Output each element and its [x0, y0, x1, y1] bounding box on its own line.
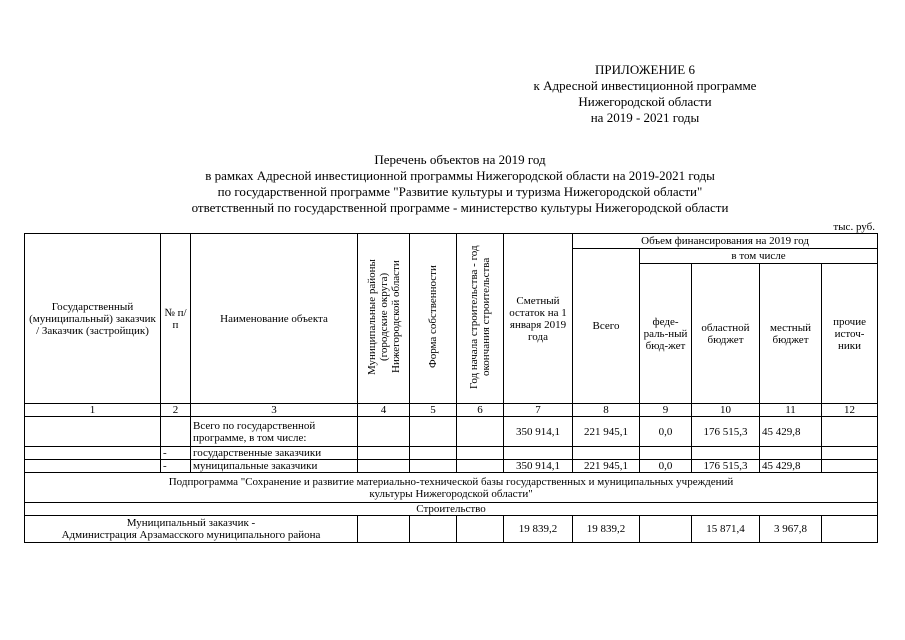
table-row-total — [25, 417, 878, 447]
construction-section-title: Строительство — [25, 503, 878, 516]
header-including: в том числе — [640, 249, 878, 264]
row-state-num: - — [161, 447, 191, 460]
appendix-heading — [470, 62, 820, 126]
row-total-federal: 0,0 — [640, 417, 692, 447]
header-other: прочие источ-ники — [822, 264, 878, 404]
header-years-text: Год начала строительства - год окончания строительства — [468, 245, 492, 389]
title-line-3: по государственной программе "Развитие культуры и туризма Нижегородской области" — [217, 184, 703, 199]
header-districts — [358, 234, 410, 404]
row-arzamas-balance: 19 839,2 — [504, 516, 573, 543]
header-total: Всего — [573, 249, 640, 404]
table-row-arzamas — [25, 516, 878, 543]
header-financing: Объем финансирования на 2019 год — [573, 234, 878, 249]
row-total-balance: 350 914,1 — [504, 417, 573, 447]
header-regional: областной бюджет — [692, 264, 760, 404]
col-num: 10 — [692, 404, 760, 417]
row-municipal-regional: 176 515,3 — [692, 460, 760, 473]
col-num: 6 — [457, 404, 504, 417]
subprogram-title: Подпрограмма "Сохранение и развитие материально-технической базы государственных и муниципальных учреждений культуры Нижегородской области" — [25, 473, 878, 503]
table-row-municipal-customers — [25, 460, 878, 473]
appendix-line-2: к Адресной инвестиционной программе — [533, 78, 757, 93]
header-ownership — [410, 234, 457, 404]
row-municipal-num: - — [161, 460, 191, 473]
title-line-4: ответственный по государственной программе - министерство культуры Нижегородской области — [191, 200, 729, 215]
title-line-2: в рамках Адресной инвестиционной программы Нижегородской области на 2019-2021 годы — [205, 168, 715, 183]
units-label: тыс. руб. — [833, 221, 875, 233]
col-num: 5 — [410, 404, 457, 417]
row-arzamas-regional: 15 871,4 — [692, 516, 760, 543]
col-num: 4 — [358, 404, 410, 417]
row-arzamas-local: 3 967,8 — [760, 516, 822, 543]
header-customer: Государственный (муниципальный) заказчик / Заказчик (застройщик) — [25, 234, 161, 404]
row-total-local: 45 429,8 — [760, 417, 822, 447]
appendix-line-4: на 2019 - 2021 годы — [590, 110, 700, 125]
header-number: № п/п — [161, 234, 191, 404]
row-municipal-local: 45 429,8 — [760, 460, 822, 473]
row-municipal-balance: 350 914,1 — [504, 460, 573, 473]
appendix-line-3: Нижегородской области — [578, 94, 712, 109]
header-districts-text: Муниципальные районы (городские округа) Нижегородской области — [365, 259, 402, 375]
table-row-state-customers — [25, 447, 878, 460]
header-local: местный бюджет — [760, 264, 822, 404]
col-num: 9 — [640, 404, 692, 417]
row-total-name: Всего по государственной программе, в том числе: — [191, 417, 358, 447]
row-municipal-federal: 0,0 — [640, 460, 692, 473]
column-number-row — [25, 404, 878, 417]
document-title — [60, 152, 860, 216]
row-total-financing: 221 945,1 — [573, 417, 640, 447]
table-row-construction — [25, 503, 878, 516]
table-row-subprogram — [25, 473, 878, 503]
col-num: 1 — [25, 404, 161, 417]
row-total-regional: 176 515,3 — [692, 417, 760, 447]
col-num: 7 — [504, 404, 573, 417]
row-municipal-financing: 221 945,1 — [573, 460, 640, 473]
row-arzamas-financing: 19 839,2 — [573, 516, 640, 543]
header-ownership-text: Форма собственности — [427, 265, 439, 369]
col-num: 11 — [760, 404, 822, 417]
appendix-line-1: ПРИЛОЖЕНИЕ 6 — [595, 62, 695, 77]
col-num: 8 — [573, 404, 640, 417]
header-federal: феде-раль-ный бюд-жет — [640, 264, 692, 404]
row-state-name: государственные заказчики — [191, 447, 358, 460]
header-object-name: Наименование объекта — [191, 234, 358, 404]
row-municipal-name: муниципальные заказчики — [191, 460, 358, 473]
row-arzamas-customer-line-1: Муниципальный заказчик - — [126, 517, 256, 529]
col-num: 2 — [161, 404, 191, 417]
col-num: 3 — [191, 404, 358, 417]
row-arzamas-customer — [25, 516, 358, 543]
title-line-1: Перечень объектов на 2019 год — [374, 152, 546, 167]
header-balance: Сметный остаток на 1 января 2019 года — [504, 234, 573, 404]
objects-table — [24, 233, 878, 543]
col-num: 12 — [822, 404, 878, 417]
header-years — [457, 234, 504, 404]
row-arzamas-customer-line-2: Администрация Арзамасского муниципального района — [61, 529, 321, 541]
